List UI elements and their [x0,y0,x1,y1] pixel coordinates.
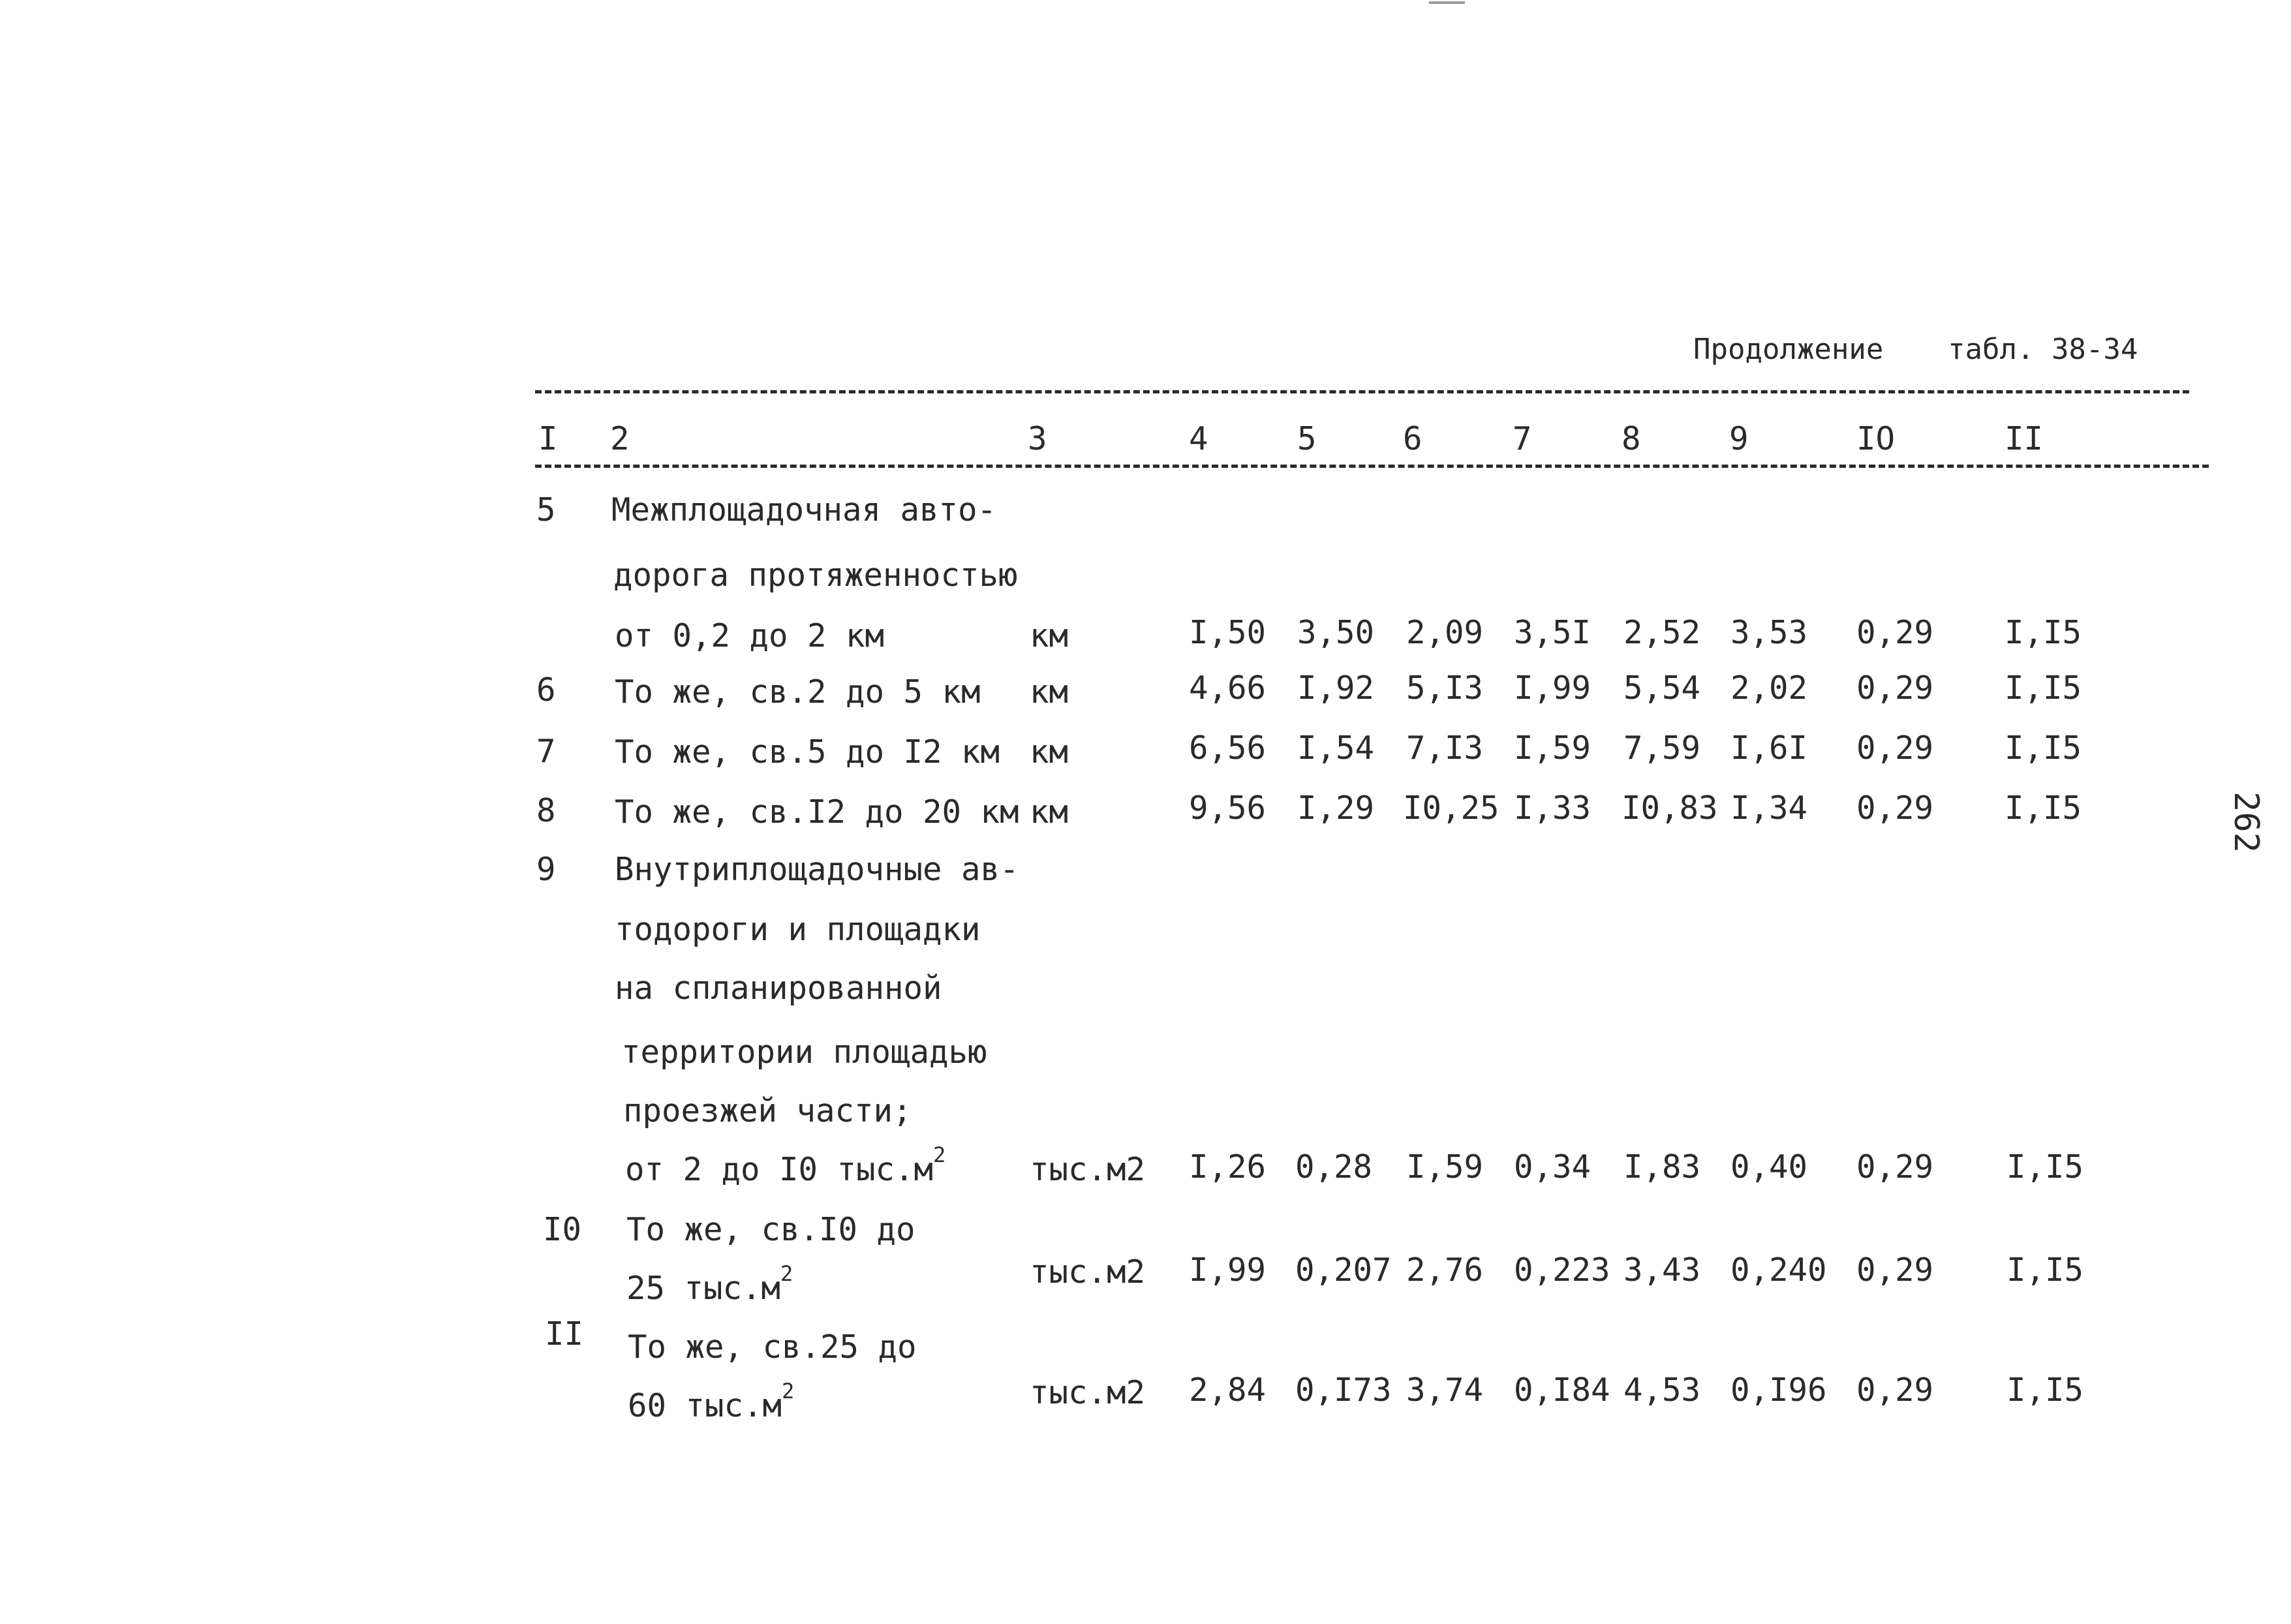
value-cell: I,29 [1297,789,1375,827]
superscript: 2 [782,1379,795,1403]
value-cell: 0,29 [1856,669,1934,707]
column-header-10: IO [1856,420,1896,457]
row-unit: км [1030,733,1069,771]
value-cell: I,54 [1297,729,1375,767]
value-cell: 3,43 [1623,1251,1701,1289]
value-cell: 0,29 [1856,1251,1934,1289]
value-cell: I,I5 [2007,1371,2084,1409]
row-unit: км [1030,673,1069,711]
row-description-line: То же, св.2 до 5 км [615,673,981,711]
value-cell: 0,29 [1856,1371,1934,1409]
value-cell: 5,I3 [1406,669,1484,707]
row-description-line [628,1379,795,1424]
value-cell: 0,29 [1856,1148,1934,1186]
value-cell: 3,53 [1730,614,1808,651]
value-cell: I,I5 [2005,729,2082,767]
value-cell: 0,40 [1730,1148,1808,1186]
value-cell: I,33 [1514,789,1591,827]
row-description-line: То же, св.I2 до 20 км [615,793,1019,831]
value-cell: 0,223 [1514,1251,1610,1289]
value-cell: 9,56 [1189,789,1267,827]
column-header-9: 9 [1729,420,1749,457]
value-cell: 0,I73 [1295,1371,1392,1409]
value-cell: 2,84 [1189,1371,1267,1409]
row-description-line: дорога протяженностью [613,557,1018,594]
value-cell: 0,29 [1856,614,1934,651]
value-cell: 4,53 [1623,1371,1701,1409]
row-unit: км [1030,617,1069,654]
value-cell: I,I5 [2007,1251,2084,1289]
row-number: 9 [536,851,556,888]
value-cell: I,83 [1623,1148,1701,1186]
header-top-rule [535,390,2189,393]
value-cell: 2,02 [1730,669,1808,707]
value-cell: 0,34 [1514,1148,1591,1186]
row-description-text: 60 тыс.м [628,1387,782,1424]
value-cell: 2,52 [1623,614,1701,651]
row-description-line: проезжей части; [623,1092,912,1129]
column-header-7: 7 [1513,420,1532,457]
value-cell: 3,50 [1297,614,1375,651]
row-unit: тыс.м2 [1030,1253,1146,1291]
value-cell: I,50 [1189,614,1267,651]
row-number: II [545,1315,584,1353]
value-cell: 6,56 [1189,729,1267,767]
header-bottom-rule [535,465,2209,468]
column-header-6: 6 [1403,420,1422,457]
value-cell: 2,76 [1406,1251,1484,1289]
table-reference: табл. 38-34 [1948,333,2138,366]
column-header-4: 4 [1189,420,1208,457]
value-cell: 2,09 [1406,614,1484,651]
row-description-line: То же, св.I0 до [626,1211,915,1248]
value-cell: 0,I84 [1514,1371,1610,1409]
superscript: 2 [933,1142,946,1167]
value-cell: I,59 [1514,729,1591,767]
value-cell: 7,59 [1623,729,1701,767]
value-cell: 0,I96 [1730,1371,1827,1409]
value-cell: I,99 [1189,1251,1267,1289]
row-description-line: от 0,2 до 2 км [615,617,885,654]
value-cell: 0,28 [1295,1148,1373,1186]
value-cell: I0,83 [1622,789,1718,827]
row-number: 7 [536,733,556,770]
row-description-line: Межплощадочная авто- [611,491,997,529]
value-cell: 4,66 [1189,669,1267,707]
value-cell: 7,I3 [1406,729,1484,767]
value-cell: 0,29 [1856,789,1934,827]
column-header-2: 2 [610,420,630,457]
column-header-1: I [538,420,558,457]
row-description-line: Внутриплощадочные ав- [615,851,1019,888]
value-cell: I,26 [1189,1148,1267,1186]
value-cell: 5,54 [1623,669,1701,707]
superscript: 2 [780,1261,793,1286]
value-cell: I,I5 [2005,789,2082,827]
value-cell: I,34 [1730,789,1808,827]
row-unit: тыс.м2 [1030,1151,1146,1188]
value-cell: I,99 [1514,669,1591,707]
value-cell: I,6I [1730,729,1808,767]
continuation-label: Продолжение [1693,333,1884,366]
value-cell: I,92 [1297,669,1375,707]
row-number: I0 [543,1211,582,1248]
row-description-line: территории площадью [621,1034,987,1071]
row-number: 5 [536,491,556,529]
value-cell: 0,29 [1856,729,1934,767]
value-cell: I,I5 [2007,1148,2084,1186]
row-description-line: тодороги и площадки [615,911,981,948]
row-unit: тыс.м2 [1030,1374,1146,1411]
column-header-3: 3 [1028,420,1047,457]
row-description-line [625,1142,946,1188]
column-header-11: II [2005,420,2044,457]
row-description-line: То же, св.5 до I2 км [615,733,1000,771]
value-cell: I,59 [1406,1148,1484,1186]
row-description-line: То же, св.25 до [628,1328,917,1366]
row-description-text: 25 тыс.м [626,1270,781,1307]
page-number: 262 [2226,791,2266,853]
row-description-line: на спланированной [615,970,942,1007]
value-cell: 0,240 [1730,1251,1827,1289]
value-cell: I0,25 [1403,789,1499,827]
value-cell: 0,207 [1295,1251,1392,1289]
row-number: 8 [536,792,556,829]
column-header-5: 5 [1297,420,1317,457]
value-cell: I,I5 [2005,669,2082,707]
row-description-text: от 2 до I0 тыс.м [625,1151,934,1188]
value-cell: 3,5I [1514,614,1591,651]
column-header-8: 8 [1622,420,1641,457]
row-number: 6 [536,671,556,709]
row-description-line [626,1261,793,1307]
scan-mark [1429,1,1465,4]
value-cell: 3,74 [1406,1371,1484,1409]
row-unit: км [1030,793,1069,831]
value-cell: I,I5 [2005,614,2082,651]
